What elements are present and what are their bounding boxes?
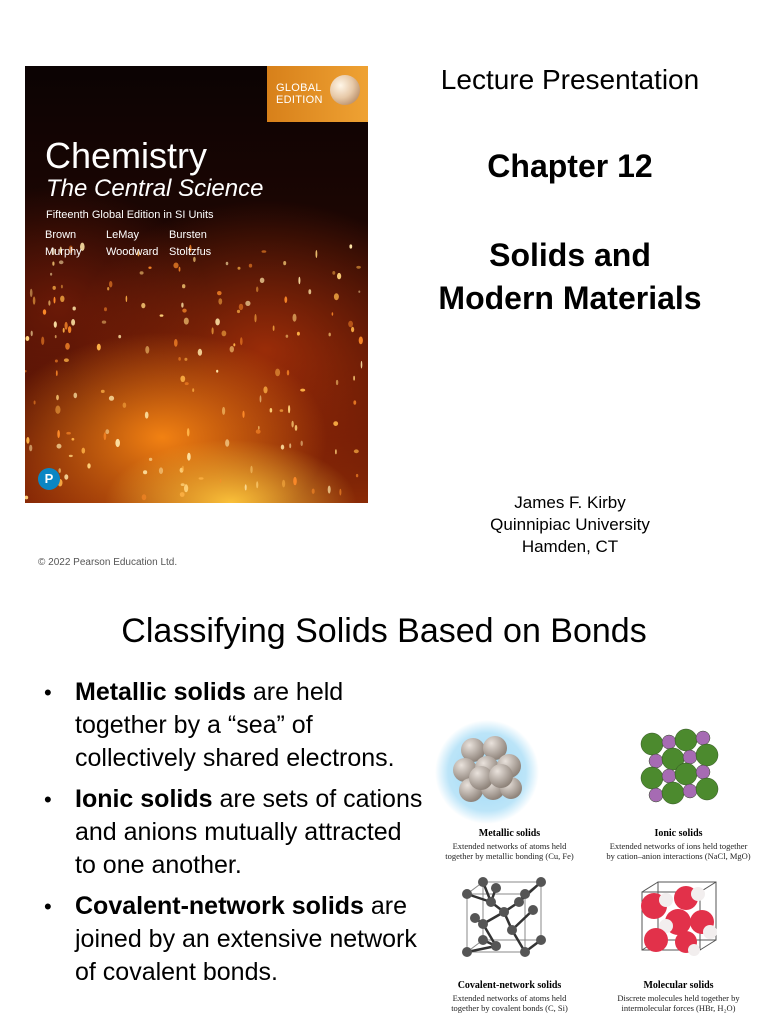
spark (249, 264, 252, 268)
spark (284, 296, 287, 303)
spark (97, 344, 101, 351)
spark (181, 483, 185, 486)
cation-sphere (649, 788, 663, 802)
spark (66, 432, 71, 435)
spark (270, 408, 273, 413)
network-atom (520, 947, 530, 957)
metallic-solid-illustration (425, 720, 594, 828)
spark (71, 319, 75, 326)
spark (48, 300, 50, 305)
slide-title: Classifying Solids Based on Bonds (121, 612, 647, 650)
figure-panel-covalent-network (425, 872, 594, 1013)
spark (26, 437, 29, 444)
spark (254, 314, 256, 322)
spark (354, 449, 359, 453)
spark (184, 358, 187, 361)
spark (280, 409, 284, 412)
author: Bursten (169, 229, 207, 241)
spark (328, 486, 331, 494)
bullet-icon: • (44, 680, 52, 705)
network-atom (507, 925, 517, 935)
spark (64, 358, 69, 362)
spark (57, 444, 62, 449)
spark (109, 396, 114, 401)
spark (245, 301, 250, 306)
spark (332, 271, 335, 275)
panel-description: Extended networks of atoms held together by metallic bonding (Cu, Fe) (445, 841, 574, 861)
spark (174, 339, 178, 347)
badge-line-2: EDITION (276, 94, 323, 106)
spark (115, 439, 120, 447)
spark (286, 335, 289, 338)
spark (239, 304, 243, 310)
panel-title: Metallic solids (478, 828, 541, 839)
spark (56, 370, 58, 376)
spark (222, 331, 227, 337)
presenter-affiliation: Quinnipiac University (490, 515, 650, 534)
spark (178, 357, 181, 361)
spark (181, 303, 183, 308)
spark (107, 287, 109, 290)
spark (54, 297, 56, 304)
cation-sphere (662, 735, 676, 749)
chapter-number: Chapter 12 (487, 148, 653, 184)
spark (87, 463, 90, 468)
spark (184, 318, 189, 325)
spark (242, 411, 244, 418)
spark (275, 369, 280, 377)
spark (297, 332, 300, 336)
fire-sparks-image (25, 66, 368, 503)
book-cover (25, 66, 368, 503)
spark (260, 278, 265, 283)
network-atom (478, 877, 488, 887)
spark (293, 314, 297, 322)
spark (230, 346, 234, 352)
spark (149, 458, 152, 461)
spark (82, 448, 86, 454)
spark (159, 467, 163, 474)
network-atom (528, 905, 538, 915)
spark (312, 489, 315, 494)
spark (55, 335, 57, 338)
network-atom (520, 889, 530, 899)
bullet-item (38, 676, 423, 775)
spark (182, 466, 184, 471)
spark (179, 267, 181, 272)
covalent-network-illustration (425, 872, 594, 980)
figure-panel-molecular (594, 872, 763, 1013)
spark (212, 327, 214, 334)
chapter-title-line-1: Solids and (489, 237, 651, 273)
spark (55, 406, 60, 414)
spark (63, 328, 65, 333)
anion-sphere (641, 767, 663, 789)
anion-sphere (675, 763, 697, 785)
bullet-term: Metallic solids (75, 678, 246, 706)
network-atom (536, 877, 546, 887)
anion-sphere (696, 778, 718, 800)
spark (145, 346, 149, 354)
spark (263, 386, 267, 393)
chapter-title (390, 234, 750, 320)
network-atom (514, 897, 524, 907)
spark (339, 489, 341, 496)
network-atom (462, 889, 472, 899)
figure-panel-metallic (425, 720, 594, 861)
spark (50, 273, 52, 276)
cation-sphere (683, 784, 697, 798)
panel-description: Discrete molecules held together by intermolecular forces (HBr, H₂O) (617, 993, 740, 1013)
spark (65, 322, 68, 330)
spark (64, 474, 68, 479)
spark (182, 309, 186, 313)
spark (260, 395, 262, 402)
spark (33, 297, 36, 305)
spark (256, 429, 261, 433)
spark (41, 337, 44, 345)
spark (30, 289, 33, 297)
panel-title: Ionic solids (654, 828, 703, 839)
spark (109, 281, 112, 287)
spark (316, 250, 318, 258)
spark (34, 401, 36, 405)
lecture-heading: Lecture Presentation (440, 64, 700, 95)
spark (25, 370, 27, 372)
spark (143, 470, 147, 474)
spark (182, 284, 185, 288)
spark (60, 296, 64, 302)
spark (238, 267, 241, 270)
cation-sphere (696, 731, 710, 745)
spark (160, 314, 164, 316)
spark (198, 349, 202, 356)
book-edition: Fifteenth Global Edition in SI Units (46, 209, 214, 221)
spark (288, 405, 290, 413)
content-slide (0, 590, 768, 1024)
spark (123, 403, 127, 408)
spark (333, 421, 338, 426)
spark (118, 335, 121, 338)
spark (281, 445, 284, 450)
spark (216, 370, 218, 373)
author: Murphy (45, 246, 82, 258)
anion-sphere (641, 733, 663, 755)
spark (57, 430, 60, 438)
spark (356, 474, 358, 477)
spark (332, 312, 334, 315)
spark (187, 428, 190, 436)
spark (56, 395, 59, 400)
bullet-term: Covalent-network solids (75, 892, 364, 920)
bullet-item (38, 890, 423, 989)
spark (258, 426, 260, 430)
spark (289, 443, 291, 448)
network-atom (470, 913, 480, 923)
anion-sphere (696, 744, 718, 766)
spark (65, 343, 70, 350)
spark (348, 321, 353, 327)
spark (301, 441, 303, 446)
spark (245, 484, 247, 490)
network-atom (499, 907, 509, 917)
spark (26, 336, 30, 341)
spark (43, 309, 46, 315)
spark (308, 289, 311, 294)
spark (256, 481, 258, 488)
panel-title: Molecular solids (643, 980, 714, 991)
spark (192, 388, 194, 392)
spark (298, 277, 300, 284)
book-authors (45, 229, 239, 258)
figure-panel-ionic (594, 720, 763, 861)
spark (237, 310, 240, 313)
bullet-text: are sets of cations and anions mutually attracted to one another. (75, 785, 423, 879)
bullet-text: are joined by an extensive network of covalent bonds. (75, 892, 417, 986)
panel-description: Extended networks of atoms held together by covalent bonds (C, Si) (451, 993, 568, 1013)
anion-sphere (675, 729, 697, 751)
chapter-title-line-2: Modern Materials (438, 280, 702, 316)
spark (104, 307, 107, 311)
spark (215, 318, 220, 325)
spark (359, 337, 363, 345)
author: Stoltzfus (169, 246, 212, 258)
spark (54, 321, 57, 327)
spark (29, 445, 32, 452)
presenter-name: James F. Kirby (514, 493, 626, 512)
panel-title: Covalent-network solids (457, 980, 562, 991)
spark (295, 425, 298, 431)
bullet-list (38, 676, 423, 997)
spark (180, 376, 185, 382)
book-subtitle: The Central Science (46, 175, 264, 202)
spark (218, 298, 222, 304)
book-title: Chemistry (45, 135, 208, 176)
spark (31, 331, 33, 337)
spark (145, 412, 149, 419)
spark (61, 285, 63, 289)
author: Brown (45, 229, 77, 241)
spark (361, 361, 363, 369)
spark (53, 286, 56, 290)
spark (102, 321, 106, 324)
spark (336, 380, 338, 385)
anion-sphere (662, 782, 684, 804)
spark (148, 267, 151, 269)
spark (225, 439, 229, 446)
spark (142, 494, 147, 500)
cation-sphere (696, 765, 710, 779)
spark (240, 337, 243, 345)
spark (353, 376, 355, 381)
spark (73, 307, 76, 311)
spark (287, 370, 289, 376)
bullet-icon: • (44, 894, 52, 919)
spark (126, 296, 128, 302)
network-atom (478, 935, 488, 945)
network-atom (478, 919, 488, 929)
spark (300, 389, 305, 392)
spark (104, 432, 107, 440)
bullet-icon: • (44, 787, 52, 812)
spark (356, 266, 361, 269)
spark (329, 333, 331, 337)
pearson-logo-icon: P (38, 468, 60, 490)
spark (220, 479, 222, 483)
spark (72, 438, 75, 441)
spark (184, 484, 188, 492)
spark (187, 453, 191, 461)
solids-figure (425, 720, 763, 1020)
network-atom (486, 897, 496, 907)
spark (233, 343, 235, 346)
globe-icon (330, 75, 360, 105)
spark (180, 492, 185, 497)
spark (273, 326, 275, 331)
spark (69, 455, 73, 457)
network-atom (462, 947, 472, 957)
cation-sphere (683, 750, 697, 764)
spark (293, 477, 297, 485)
network-atom (491, 941, 501, 951)
spark (25, 496, 28, 500)
spark (353, 400, 356, 404)
ionic-solid-illustration (594, 720, 763, 828)
presenter-location: Hamden, CT (521, 537, 619, 556)
spark (59, 260, 64, 264)
global-edition-badge (267, 66, 368, 122)
spark (185, 382, 189, 385)
spark (262, 250, 267, 253)
cation-sphere (662, 769, 676, 783)
presenter-info (440, 492, 700, 558)
badge-text (276, 82, 323, 106)
spark (351, 327, 354, 332)
spark (222, 407, 225, 415)
spark (349, 244, 352, 248)
spark (141, 303, 145, 308)
bullet-item (38, 783, 423, 882)
author: LeMay (106, 229, 140, 241)
cation-sphere (649, 754, 663, 768)
spark (140, 271, 144, 274)
spark (217, 291, 222, 295)
spark (358, 291, 360, 293)
bullet-term: Ionic solids (75, 785, 213, 813)
copyright-notice: © 2022 Pearson Education Ltd. (38, 557, 178, 568)
spark (101, 390, 105, 393)
spark (250, 466, 252, 473)
spark (291, 421, 293, 428)
spark (68, 326, 71, 333)
spark (283, 261, 286, 265)
author: Woodward (106, 246, 159, 258)
molecular-solid-illustration (594, 872, 763, 980)
spark (337, 273, 341, 279)
spark (282, 480, 285, 488)
spark (55, 360, 58, 363)
spark (74, 393, 78, 399)
spark (173, 263, 178, 269)
spark (256, 287, 258, 293)
spark (199, 477, 204, 479)
network-atom (491, 883, 501, 893)
badge-line-1: GLOBAL (276, 82, 322, 94)
spark (105, 429, 109, 434)
spark (226, 262, 229, 265)
panel-description: Extended networks of ions held together by cation–anion interactions (NaCl, MgO) (606, 841, 751, 861)
spark (59, 468, 61, 473)
spark (52, 262, 54, 266)
spark (334, 293, 339, 300)
network-atom (536, 935, 546, 945)
spark (335, 449, 337, 454)
bullet-text: are held together by a “sea” of collectively shared electrons. (75, 678, 395, 772)
